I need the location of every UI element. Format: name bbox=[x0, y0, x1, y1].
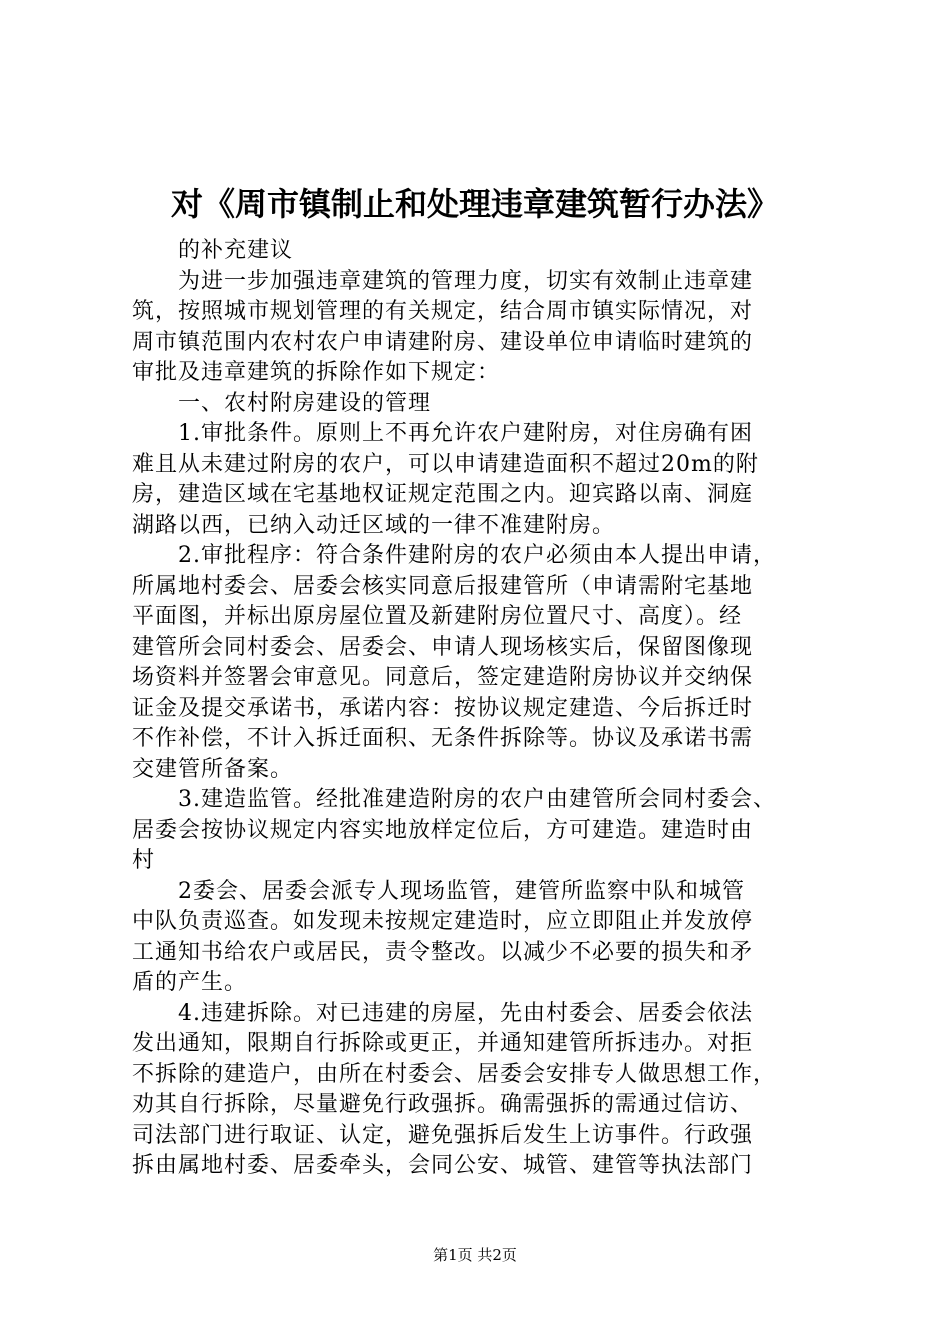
page-footer: 第1页 共2页 bbox=[433, 1246, 517, 1264]
paragraph-line: 不拆除的建造户，由所在村委会、居委会安排专人做思想工作， bbox=[132, 1061, 777, 1087]
paragraph-line: 居委会按协议规定内容实地放样定位后，方可建造。建造时由 bbox=[132, 817, 754, 843]
paragraph-line: 证金及提交承诺书，承诺内容：按协议规定建造、今后拆迁时 bbox=[132, 695, 754, 721]
paragraph-line: 2委会、居委会派专人现场监管，建管所监察中队和城管 bbox=[178, 878, 745, 904]
document-title: 对《周市镇制止和处理违章建筑暂行办法》 bbox=[170, 185, 779, 223]
paragraph-line: 一、农村附房建设的管理 bbox=[178, 390, 432, 416]
paragraph-line: 建管所会同村委会、居委会、申请人现场核实后，保留图像现 bbox=[132, 634, 754, 660]
paragraph-line: 审批及违章建筑的拆除作如下规定： bbox=[132, 360, 501, 385]
document-body bbox=[132, 236, 832, 1182]
paragraph-line: 3.建造监管。经批准建造附房的农户由建管所会同村委会、 bbox=[178, 787, 776, 812]
paragraph-line: 劝其自行拆除，尽量避免行政强拆。确需强拆的需通过信访、 bbox=[132, 1092, 754, 1117]
paragraph-line: 的补充建议 bbox=[178, 238, 294, 263]
paragraph-line: 中队负责巡查。如发现未按规定建造时，应立即阻止并发放停 bbox=[132, 909, 754, 934]
paragraph-line: 湖路以西，已纳入动迁区域的一律不准建附房。 bbox=[132, 512, 616, 538]
paragraph-line: 盾的产生。 bbox=[132, 970, 248, 995]
paragraph-line: 筑，按照城市规划管理的有关规定，结合周市镇实际情况，对 bbox=[132, 299, 754, 324]
paragraph-line: 2.审批程序：符合条件建附房的农户必须由本人提出申请， bbox=[178, 543, 776, 568]
paragraph-line: 工通知书给农户或居民，责令整改。以减少不必要的损失和矛 bbox=[132, 939, 754, 965]
paragraph-line: 拆由属地村委、居委牵头，会同公安、城管、建管等执法部门 bbox=[132, 1153, 754, 1178]
paragraph-line: 交建管所备案。 bbox=[132, 756, 294, 782]
paragraph-line: 司法部门进行取证、认定，避免强拆后发生上访事件。行政强 bbox=[132, 1122, 754, 1148]
paragraph-line: 1.审批条件。原则上不再允许农户建附房，对住房确有困 bbox=[178, 421, 753, 446]
paragraph-line: 房，建造区域在宅基地权证规定范围之内。迎宾路以南、洞庭 bbox=[132, 482, 754, 507]
paragraph-line: 不作补偿，不计入拆迁面积、无条件拆除等。协议及承诺书需 bbox=[132, 726, 754, 751]
paragraph-line: 4.违建拆除。对已违建的房屋，先由村委会、居委会依法 bbox=[178, 1000, 753, 1026]
paragraph-line: 周市镇范围内农村农户申请建附房、建设单位申请临时建筑的 bbox=[132, 329, 754, 355]
paragraph-line: 难且从未建过附房的农户，可以申请建造面积不超过20m的附 bbox=[132, 451, 759, 477]
paragraph-line: 平面图，并标出原房屋位置及新建附房位置尺寸、高度）。经 bbox=[132, 604, 743, 629]
paragraph-line: 所属地村委会、居委会核实同意后报建管所（申请需附宅基地 bbox=[132, 573, 754, 599]
paragraph-line: 村 bbox=[132, 848, 156, 873]
paragraph-line: 发出通知，限期自行拆除或更正，并通知建管所拆违办。对拒 bbox=[132, 1031, 754, 1056]
paragraph-line: 场资料并签署会审意见。同意后，签定建造附房协议并交纳保 bbox=[132, 665, 754, 690]
paragraph-line: 为进一步加强违章建筑的管理力度，切实有效制止违章建 bbox=[178, 268, 754, 294]
